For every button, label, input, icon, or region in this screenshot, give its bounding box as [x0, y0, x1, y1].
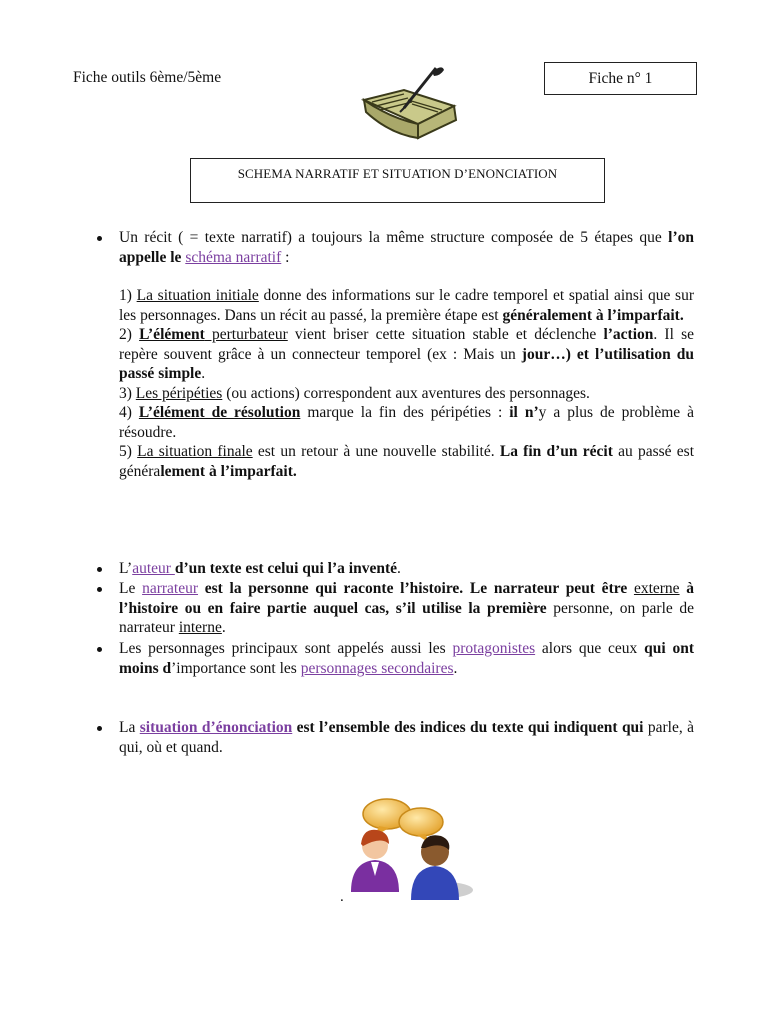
text-run-bold: qui ont moins d	[119, 640, 694, 677]
bullet-narrateur	[119, 579, 694, 638]
text-run: .	[679, 306, 684, 324]
step-term: Les péripéties	[135, 384, 223, 402]
situation-enonciation-link[interactable]: situation d’énonciation	[139, 719, 293, 736]
step-term: La situation initiale	[136, 287, 259, 304]
step-number: 1)	[119, 287, 137, 304]
text-run: .	[292, 462, 297, 480]
text-run-bold: jour…) et l’utilisation du passé simple	[119, 345, 694, 382]
step-number: 2)	[119, 326, 140, 343]
text-run: (ou actions) correspondent aux aventures des personnages.	[222, 384, 590, 402]
header-left-text: Fiche outils 6ème/5ème	[73, 69, 222, 86]
people-talking-icon	[345, 796, 475, 900]
bullet-auteur	[119, 559, 694, 579]
text-run: marque la fin des péripéties :	[300, 404, 510, 421]
step-term: L’élément	[139, 326, 205, 343]
step-number: 4)	[119, 404, 139, 421]
bullet-marker	[97, 236, 102, 241]
step-3	[119, 384, 694, 404]
bullet-schema-narratif	[119, 228, 694, 481]
bullet-marker	[97, 726, 102, 731]
text-run-bold: à l’histoire ou en faire partie auquel cas, s’il utilise la première	[119, 580, 695, 617]
text-run: donne des informations sur le cadre temporel et spatial ainsi que sur les personnages. Dans un récit au passé, la première étape est	[119, 287, 694, 324]
bullet-situation-enonciation	[119, 718, 694, 757]
text-run-bold: lement à l’imparfait	[160, 462, 293, 480]
text-run: ’importance sont les	[171, 659, 301, 677]
bullet-marker	[97, 587, 102, 592]
fiche-number-box: Fiche n° 1	[544, 62, 697, 95]
text-run: vient briser cette situation stable et déclenche	[287, 326, 604, 343]
schema-narratif-link[interactable]: schéma narratif	[185, 248, 282, 266]
narrateur-paragraph	[119, 579, 694, 638]
text-run-bold: est la personne qui raconte l’histoire. Le narrateur peut être	[198, 580, 634, 597]
bullet-personnages	[119, 639, 694, 678]
text-run-bold: est l’ensemble des indices du texte qui indiquent qui	[292, 719, 644, 736]
text-run-bold: il n’	[509, 404, 539, 421]
document-title: SCHEMA NARRATIF ET SITUATION D’ENONCIATION	[190, 158, 605, 203]
text-run: y a plus de problème à résoudre.	[119, 404, 694, 441]
text-run: Les personnages principaux sont appelés aussi les	[119, 640, 453, 657]
trailing-mark: .	[340, 889, 344, 905]
text-run: alors que ceux	[535, 640, 645, 657]
auteur-link[interactable]: auteur	[132, 560, 175, 577]
interne-term: interne	[178, 619, 222, 636]
personnages-secondaires-link[interactable]: personnages secondaires	[300, 659, 454, 677]
text-run: L’	[119, 560, 133, 577]
text-run: est un retour à une nouvelle stabilité.	[252, 443, 500, 460]
step-5	[119, 442, 694, 481]
personnages-paragraph	[119, 639, 694, 678]
text-run: personne, on parle de narrateur	[119, 599, 695, 636]
step-term: perturbateur	[204, 326, 288, 343]
book-quill-icon	[360, 64, 460, 150]
text-run: . Il se repère souvent grâce à un connecteur temporel (ex : Mais un	[119, 326, 694, 363]
text-run-bold: l’on appelle le	[119, 229, 694, 266]
bullet-marker	[97, 567, 102, 572]
text-run: .	[396, 560, 401, 577]
text-run: Un récit ( = texte narratif) a toujours la même structure composée de 5 étapes que	[119, 229, 669, 246]
step-term: La situation finale	[137, 443, 253, 460]
text-run: au passé est généra	[119, 443, 695, 480]
step-term: L’élément de résolution	[138, 404, 301, 421]
text-run-bold: généralement à l’imparfait	[502, 306, 680, 324]
text-run-bold: d’un texte est celui qui l’a inventé	[174, 560, 397, 577]
text-run: La	[119, 719, 140, 736]
step-4	[119, 403, 694, 442]
text-run-bold: La fin d’un récit	[499, 443, 613, 460]
text-run: Le	[119, 580, 143, 597]
step-2	[119, 325, 694, 384]
text-run: .	[221, 619, 226, 636]
protagonistes-link[interactable]: protagonistes	[452, 640, 536, 657]
auteur-paragraph	[119, 559, 694, 579]
bullet-marker	[97, 647, 102, 652]
text-run: .	[453, 659, 458, 677]
step-1	[119, 286, 694, 325]
text-run-bold: l’action	[603, 326, 654, 343]
text-run: parle, à qui, où et quand.	[119, 719, 694, 756]
narrateur-link[interactable]: narrateur	[142, 580, 199, 597]
text-run: .	[201, 365, 206, 382]
schema-intro	[119, 228, 694, 267]
step-number: 5)	[119, 443, 138, 460]
step-number: 3)	[119, 384, 136, 402]
text-run: :	[281, 248, 290, 266]
externe-term: externe	[633, 580, 680, 597]
enonciation-paragraph	[119, 718, 694, 757]
